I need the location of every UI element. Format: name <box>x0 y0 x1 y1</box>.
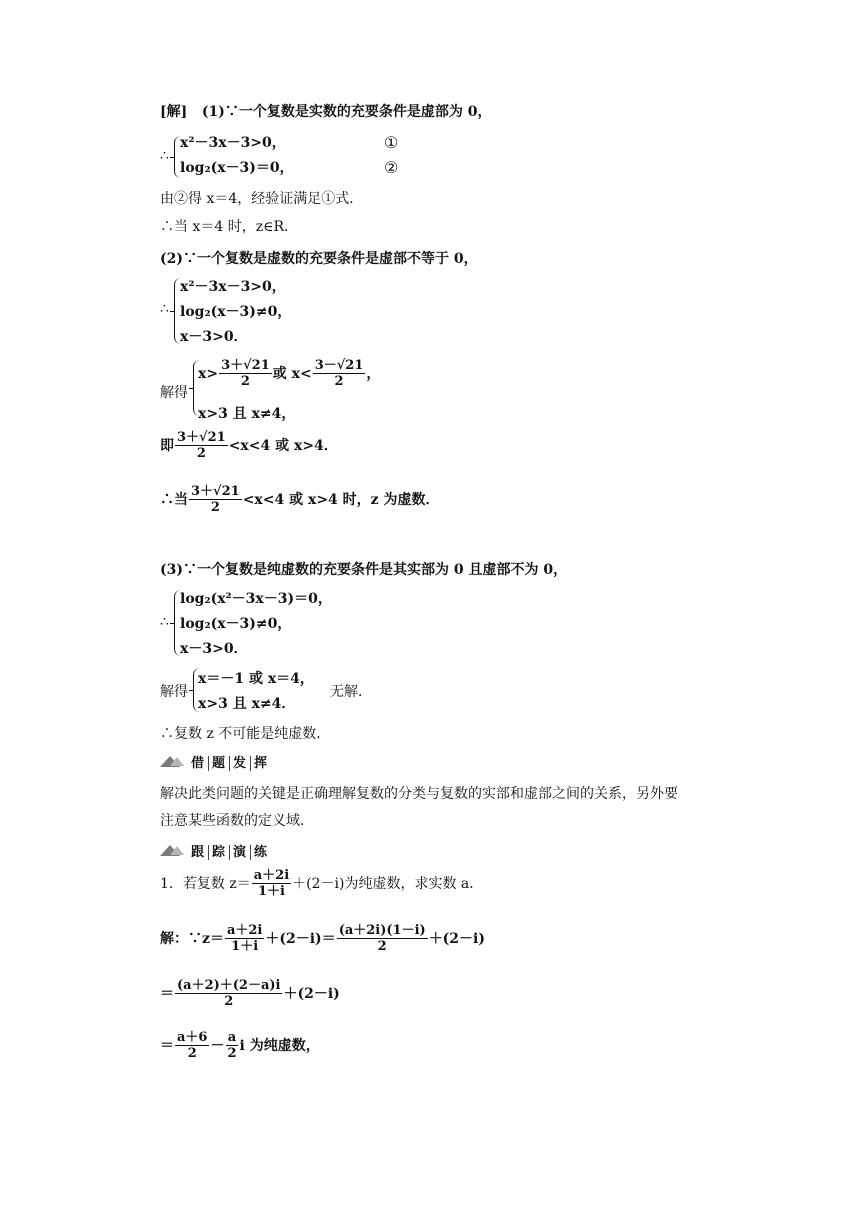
comma: ， <box>366 365 381 382</box>
part1-intro-line <box>160 103 491 121</box>
part3-conclusion: ∴复数 z 不可能是纯虚数． <box>160 726 331 742</box>
numerator: a＋2i <box>253 868 290 883</box>
numerator: a＋6 <box>177 1030 208 1045</box>
fraction <box>252 868 291 899</box>
part3-condition-3: x－3>0． <box>180 641 248 657</box>
practice-question <box>160 868 483 899</box>
title-char: 挥 <box>254 756 269 771</box>
minus: － <box>210 1037 225 1054</box>
title-char: 踪 <box>209 845 230 860</box>
equals: ＝ <box>160 985 174 1002</box>
title-char: 题 <box>209 756 230 771</box>
part2-condition-3: x－3>0． <box>180 329 248 345</box>
title-char: 练 <box>254 845 269 860</box>
numerator: 3＋√21 <box>221 358 270 373</box>
triangle-icon <box>170 757 184 766</box>
fraction <box>313 358 366 389</box>
question-prefix: 1．若复数 z＝ <box>160 875 251 892</box>
part3-condition-1: log₂(x²－3x－3)＝0， <box>180 591 332 607</box>
part2-ie-line <box>160 430 338 461</box>
fraction <box>175 978 282 1009</box>
denominator: 2 <box>377 939 387 954</box>
conclusion-tail: <x<4 或 x>4 时，z 为虚数． <box>242 491 440 508</box>
therefore-symbol: ∴ <box>160 614 169 630</box>
part2-conclusion <box>160 484 440 515</box>
numerator: (a＋2)＋(2－a)i <box>177 978 281 993</box>
insight-text-line-1: 解决此类问题的关键是正确理解复数的分类与复数的实部和虚部之间的关系，另外要 <box>160 786 678 802</box>
denominator: 2 <box>187 1046 197 1061</box>
practice-title <box>188 841 271 860</box>
solve-label: 解得 <box>160 385 188 401</box>
part3-solution-1: x＝－1 或 x＝4， <box>198 671 314 687</box>
part1-result-2: ∴当 x＝4 时，z∈R． <box>160 219 298 235</box>
insight-text-line-2: 注意某些函数的定义域． <box>160 813 314 829</box>
title-char: 发 <box>230 756 251 771</box>
circled-mark-1: ① <box>384 133 399 152</box>
denominator: 2 <box>334 374 344 389</box>
part1-condition-2: log₂(x－3)＝0， <box>180 160 294 176</box>
conclusion-head: ∴当 <box>160 491 188 508</box>
numerator: 3＋√21 <box>177 430 226 445</box>
title-char: 借 <box>188 756 209 771</box>
fraction <box>225 1030 238 1061</box>
solution-line-2 <box>160 978 340 1009</box>
denominator: 2 <box>227 1046 237 1061</box>
insight-header <box>160 752 271 771</box>
numerator: a <box>227 1030 237 1045</box>
denominator: 1＋i <box>257 884 285 899</box>
part1-result-1: 由②得 x＝4，经验证满足①式． <box>160 191 364 207</box>
part3-intro: (3)∵一个复数是纯虚数的充要条件是其实部为 0 且虚部不为 0， <box>160 562 568 578</box>
equals: ＝ <box>160 1037 174 1054</box>
solve-label: 解得 <box>160 684 188 700</box>
denominator: 2 <box>196 446 206 461</box>
fraction <box>175 1030 209 1061</box>
x-greater: x> <box>198 365 219 382</box>
title-char: 演 <box>230 845 251 860</box>
insight-title <box>188 752 271 771</box>
part1-condition-1: x²－3x－3>0， <box>180 135 286 151</box>
or-text: 或 x< <box>272 365 312 382</box>
numerator: 3＋√21 <box>191 484 240 499</box>
question-suffix: ＋(2－i)为纯虚数，求实数 a． <box>292 875 484 892</box>
ie-tail: <x<4 或 x>4． <box>228 437 338 454</box>
ie-label: 即 <box>160 437 174 454</box>
numerator: 3－√21 <box>314 358 364 373</box>
denominator: 2 <box>240 374 250 389</box>
fraction <box>337 923 428 954</box>
fraction <box>189 484 242 515</box>
circled-mark-2: ② <box>384 158 399 177</box>
no-solution: 无解． <box>330 684 372 700</box>
title-char: 跟 <box>188 845 209 860</box>
part2-solution-row-2: x>3 且 x≠4， <box>198 406 296 422</box>
fraction <box>219 358 272 389</box>
part3-solution-2: x>3 且 x≠4． <box>198 696 296 712</box>
fraction <box>175 430 228 461</box>
part2-solution-row-1 <box>198 358 380 389</box>
solution-tail: ＋(2－i) <box>428 930 485 947</box>
solution-tail: ＋(2－i) <box>283 985 340 1002</box>
triangle-icon <box>170 846 184 855</box>
part1-intro: (1)∵一个复数是实数的充要条件是虚部为 0， <box>201 104 492 120</box>
numerator: (a＋2i)(1－i) <box>338 923 426 938</box>
fraction <box>225 923 264 954</box>
solution-mid: ＋(2－i)＝ <box>265 930 336 947</box>
part3-condition-2: log₂(x－3)≠0， <box>180 616 292 632</box>
practice-header <box>160 841 271 860</box>
denominator: 2 <box>210 500 220 515</box>
solution-line-3 <box>160 1030 320 1061</box>
solution-prefix: 解：∵z＝ <box>160 930 224 947</box>
therefore-symbol: ∴ <box>160 301 169 317</box>
numerator: a＋2i <box>226 923 263 938</box>
part2-condition-1: x²－3x－3>0， <box>180 279 286 295</box>
solution-tail: i 为纯虚数， <box>239 1037 320 1054</box>
therefore-symbol: ∴ <box>160 148 169 164</box>
denominator: 1＋i <box>231 939 259 954</box>
denominator: 2 <box>224 994 234 1009</box>
part2-intro: (2)∵一个复数是虚数的充要条件是虚部不等于 0， <box>160 251 478 267</box>
solution-label: [解] <box>160 104 188 120</box>
solution-line-1 <box>160 923 485 954</box>
part2-condition-2: log₂(x－3)≠0， <box>180 304 292 320</box>
